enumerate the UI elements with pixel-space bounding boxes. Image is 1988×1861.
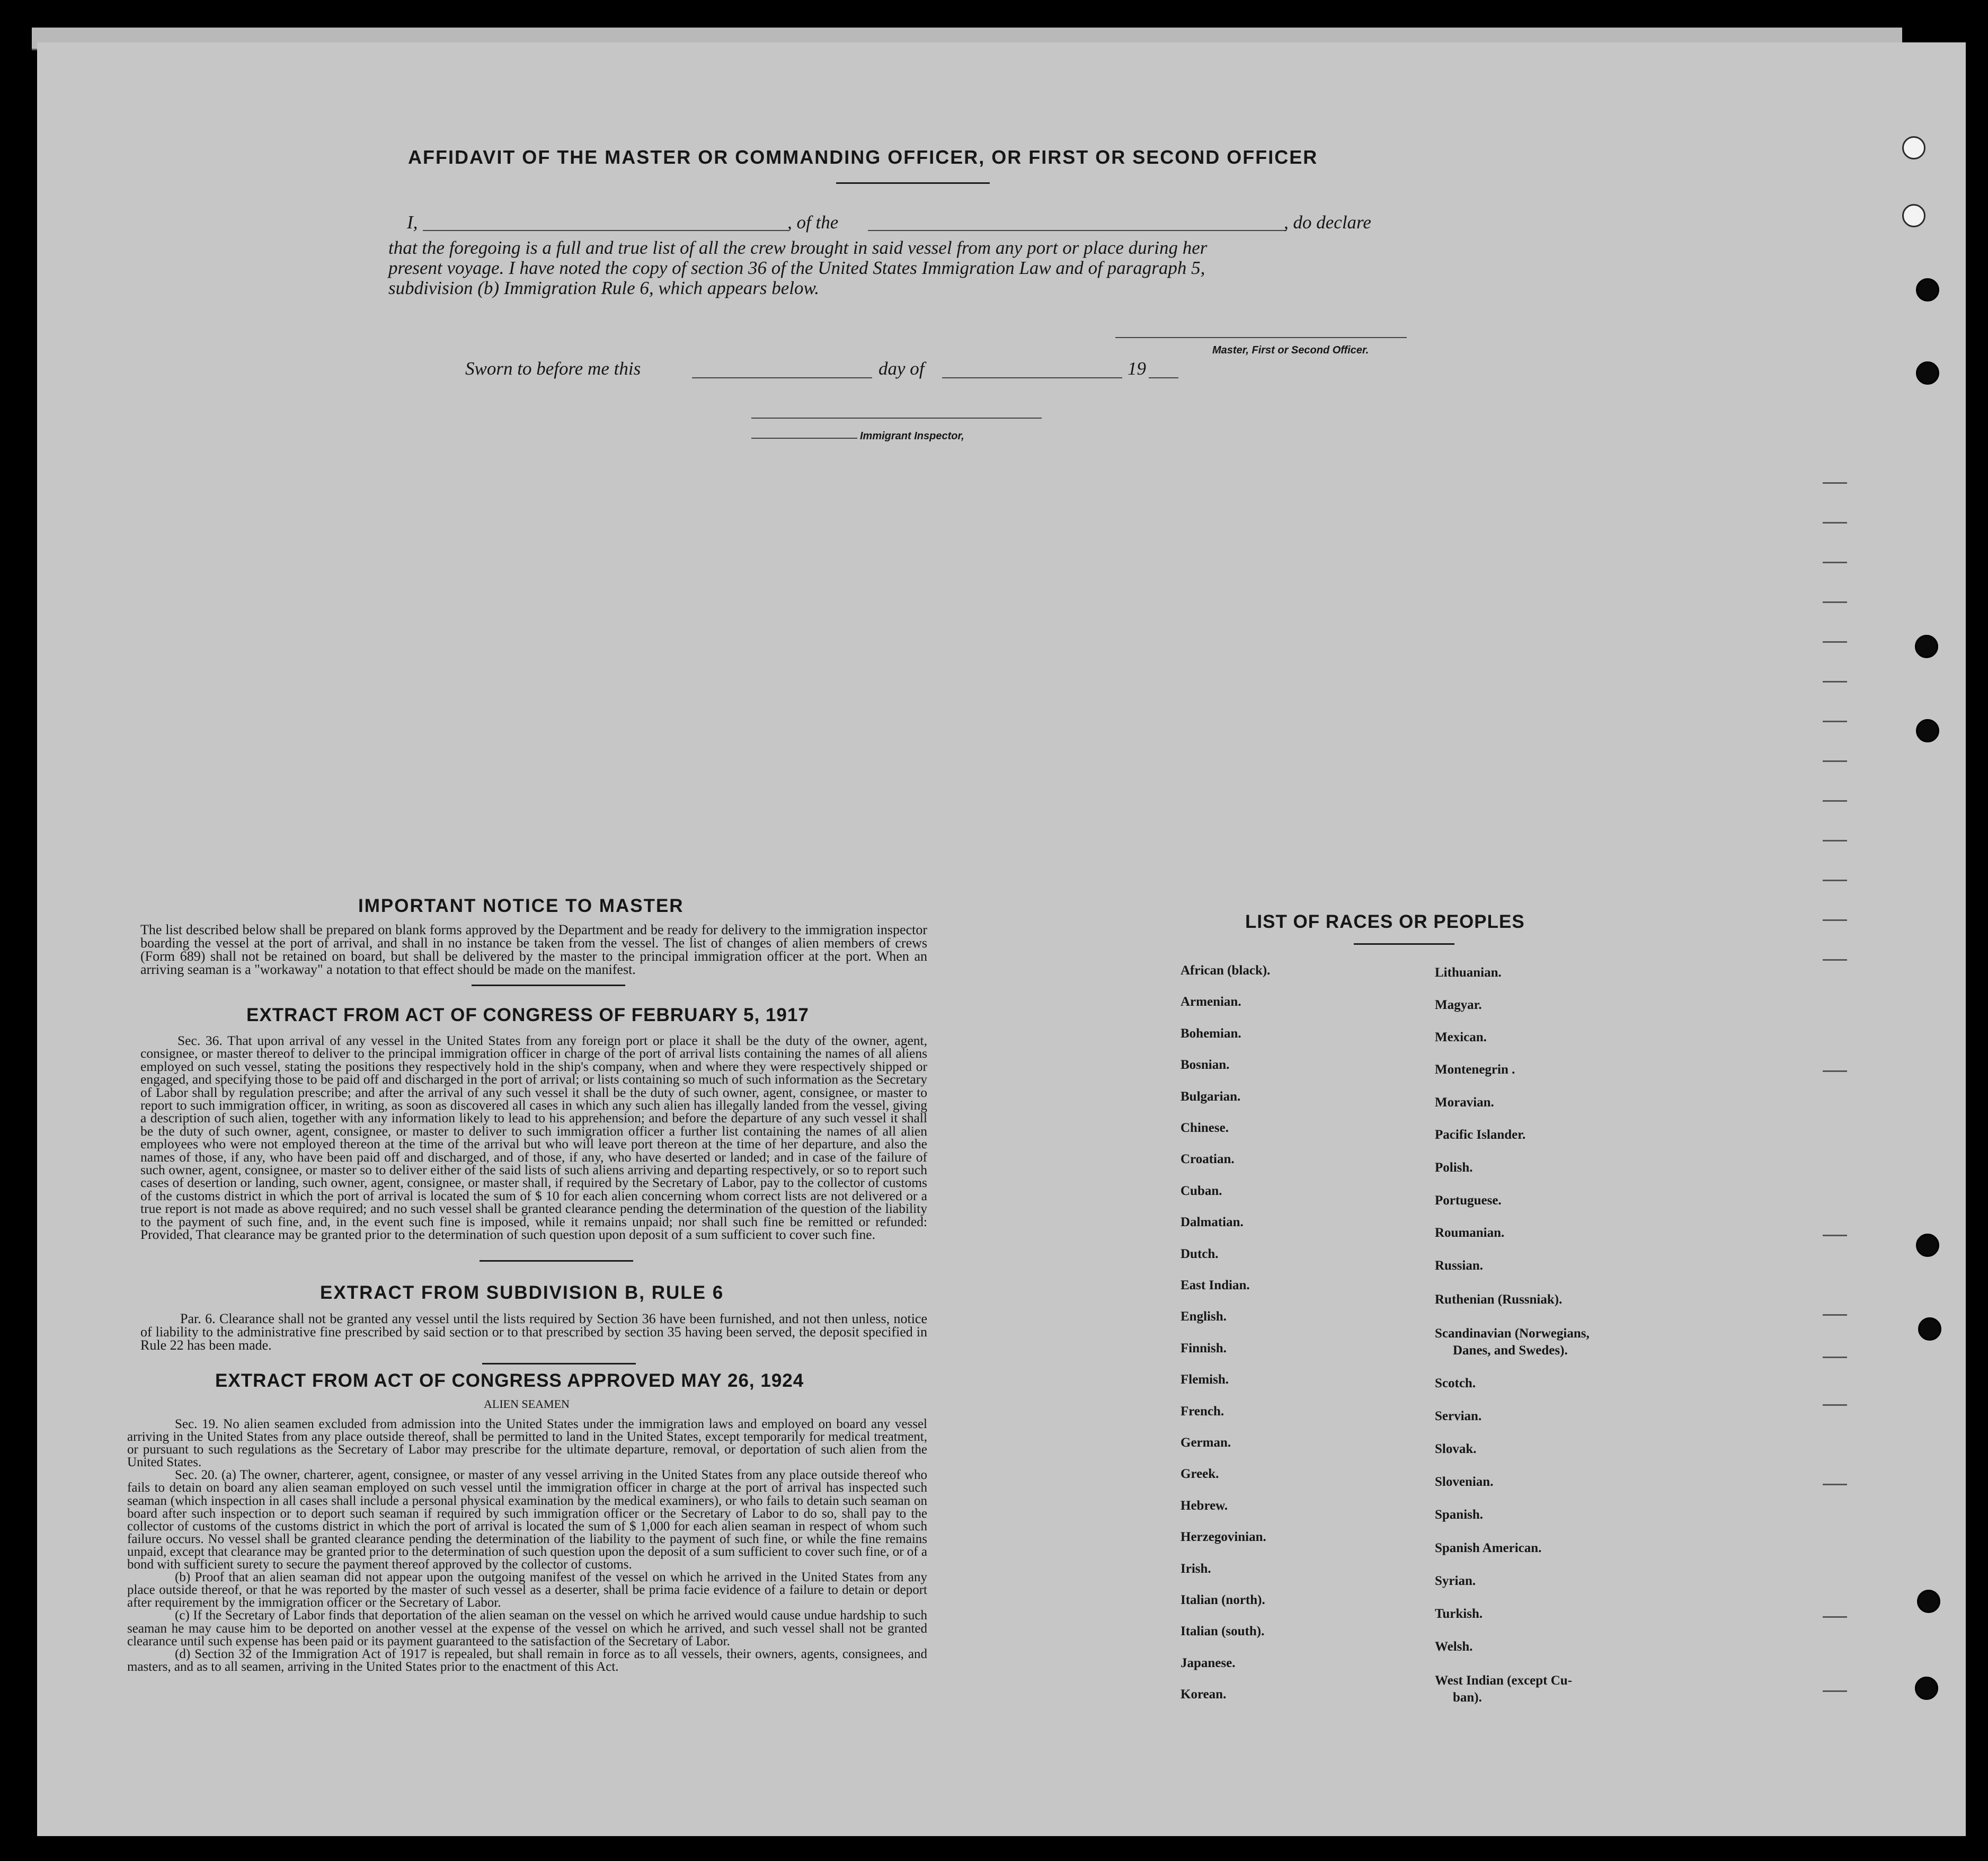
race-item: Armenian.: [1181, 995, 1241, 1009]
race-item: Moravian.: [1435, 1095, 1494, 1110]
race-item: ban).: [1453, 1690, 1482, 1705]
race-item: Slovenian.: [1435, 1475, 1494, 1489]
race-item: Finnish.: [1181, 1341, 1227, 1355]
race-item: English.: [1181, 1309, 1227, 1324]
binder-hole-icon: [1902, 136, 1925, 159]
race-item: Syrian.: [1435, 1574, 1476, 1588]
affidavit-line2: that the foregoing is a full and true list of all the crew brought in said vessel from any port or place during her: [388, 237, 1208, 258]
master-signature-caption: Master, First or Second Officer.: [1212, 344, 1369, 356]
extract-1924-sec20b: (b) Proof that an alien seaman did not appear upon the outgoing manifest of the vessel on which he arrived in the United States from any place outside thereof, or that he was reported by the master of such vessel as a deserter, shall be prima facie evidence of a failure to detain or deport after requirement by the immigration officer or the Secretary of Labor.: [127, 1570, 927, 1610]
race-item: Danes, and Swedes).: [1453, 1343, 1568, 1358]
margin-mark: [1823, 1404, 1847, 1406]
binder-hole-icon: [1902, 204, 1925, 227]
binder-hole-icon: [1916, 361, 1939, 385]
extract-1917-title: EXTRACT FROM ACT OF CONGRESS OF FEBRUARY 5, 1917: [246, 1005, 809, 1025]
extract-1924-sec20a: Sec. 20. (a) The owner, charterer, agent, consignee, or master of any vessel arriving in the United States from any place outside thereof who fails to detain on board any alien seaman employed on such vessel until the immigration officer in charge at the port of arrival has inspected such seaman (which inspection in all cases shall include a personal physical examination by the medical examiners), or who fails to detain such seaman on board after such inspection or to deport such seaman if required by such immigration officer or the Secretary of Labor to do so, shall pay to the collector of customs of the customs district in which the port of arrival is located the sum of $ 1,000 for each alien seaman in respect of whom such failure occurs. No vessel shall be granted clearance pending the determination of the liability to the payment of such fine, or while the fine remains unpaid, except that clearance may be granted prior to the determination of such question upon the deposit of a sum sufficient to cover such fine, or of a bond with sufficient surety to secure the payment thereof approved by the collector of customs.: [127, 1468, 927, 1572]
affidavit-title: AFFIDAVIT OF THE MASTER OR COMMANDING OFFICER, OR FIRST OR SECOND OFFICER: [408, 146, 1318, 168]
race-item: Lithuanian.: [1435, 965, 1502, 980]
race-item: Bohemian.: [1181, 1026, 1241, 1041]
race-item: Italian (north).: [1181, 1593, 1265, 1607]
races-title: LIST OF RACES OR PEOPLES: [1245, 911, 1525, 932]
extract-rule6-title: EXTRACT FROM SUBDIVISION B, RULE 6: [320, 1282, 724, 1303]
race-item: Herzegovinian.: [1181, 1530, 1266, 1544]
margin-mark: [1823, 1616, 1847, 1618]
race-item: Dalmatian.: [1181, 1215, 1244, 1229]
extract-rule6-underline: [482, 1363, 636, 1364]
notice-body: The list described below shall be prepared on blank forms approved by the Department and be ready for delivery to the immigration inspector boarding the vessel at the port of arrival, and shall in no instance be taken from the vessel. The list of changes of alien members of crews (Form 689) shall not be retained on board, but shall be delivered by the master to the principal immigration officer at the port. When an arriving seaman is a "workaway" a notation to that effect should be made on the manifest.: [140, 922, 927, 977]
margin-mark: [1823, 1484, 1847, 1485]
race-item: Scandinavian (Norwegians,: [1435, 1326, 1590, 1341]
extract-1924-title: EXTRACT FROM ACT OF CONGRESS APPROVED MAY 26, 1924: [215, 1370, 804, 1391]
extract-1924-body: [127, 1418, 927, 1673]
binder-hole-icon: [1915, 635, 1938, 658]
race-item: East Indian.: [1181, 1278, 1250, 1292]
race-item: Servian.: [1435, 1409, 1482, 1423]
inspector-signature-line[interactable]: [751, 418, 1042, 419]
extract-1917-body: Sec. 36. That upon arrival of any vessel in the United States from any foreign port or place it shall be the duty of the owner, agent, consignee, or master thereof to deliver to the principal immigration officer in charge of the port of arrival lists containing the names of all aliens employed on such vessel, stating the positions they respectively hold in the ship's company, when and where they were respectively shipped or engaged, and specifying those to be paid off and discharged in the port of arrival; or lists containing so much of such information as the Secretary of Labor shall by regulation prescribe; and after the arrival of any such vessel it shall be the duty of such owner, agent, consignee, or master to report to such immigration officer, in writing, as soon as discovered all cases in which any such alien has illegally landed from the vessel, giving a description of such alien, together with any information likely to lead to his apprehension; and before the departure of any such vessel it shall be the duty of such owner, agent, consignee, or master to deliver to such immigration officer a further list containing the names of all alien employees who were not employed thereon at the time of the arrival but who will leave port thereon at the time of her departure, and also the names of those, if any, who have been paid off and discharged, and of those, if any, who have deserted or landed; and in case of the failure of such owner, agent, consignee, or master so to deliver either of the said lists of such aliens arriving and departing respectively, or so to report such cases of desertion or landing, such owner, agent, consignee, or master shall, if required by the Secretary of Labor, pay to the collector of customs of the customs district in which the port of arrival is located the sum of $ 10 for each alien concerning whom correct lists are not delivered or a true report is not made as above required; and no such vessel shall be granted clearance pending the determination of the question of the liability to the payment of such fine, and, in the event such fine is imposed, while it remains unpaid; nor shall such fine be remitted or refunded: Provided, That clearance may be granted prior to the determination of such question upon deposit of a sum sufficient to cover such fine.: [140, 1033, 927, 1243]
binder-hole-icon: [1918, 1317, 1941, 1341]
affidavit-i: I,: [407, 212, 418, 233]
race-item: Japanese.: [1181, 1656, 1236, 1670]
notice-underline: [472, 985, 625, 986]
extract-1924-sec19: Sec. 19. No alien seamen excluded from admission into the United States under the immigration laws and employed on board any vessel arriving in the United States from any place outside thereof, shall be permitted to land in the United States, except temporarily for medical treatment, or pursuant to such regulations as the Secretary of Labor may prescribe for the ultimate departure, removal, or deportation of such alien from the United States.: [127, 1417, 927, 1470]
affidavit-of-the: , of the: [787, 212, 839, 233]
sworn-year: 19: [1128, 358, 1146, 379]
binder-hole-icon: [1915, 1677, 1938, 1700]
binder-hole-icon: [1916, 1234, 1939, 1257]
race-item: Slovak.: [1435, 1442, 1477, 1456]
binder-hole-icon: [1916, 278, 1939, 302]
margin-mark: [1823, 1070, 1847, 1072]
race-item: African (black).: [1181, 963, 1271, 978]
race-item: Welsh.: [1435, 1640, 1473, 1654]
race-item: Flemish.: [1181, 1372, 1229, 1387]
notice-title: IMPORTANT NOTICE TO MASTER: [358, 896, 684, 916]
race-item: Mexican.: [1435, 1030, 1487, 1044]
vessel-blank[interactable]: [868, 230, 1286, 231]
margin-mark: [1823, 880, 1847, 881]
race-item: Italian (south).: [1181, 1624, 1265, 1638]
binder-hole-icon: [1916, 719, 1939, 742]
race-item: Scotch.: [1435, 1376, 1476, 1390]
affidavit-line3: present voyage. I have noted the copy of section 36 of the United States Immigration Law and of paragraph 5,: [388, 258, 1205, 278]
margin-mark: [1823, 1314, 1847, 1316]
sworn-day-blank[interactable]: [692, 377, 872, 378]
margin-mark: [1823, 601, 1847, 603]
inspector-caption-leader: [751, 438, 857, 439]
extract-1924-sec20d: (d) Section 32 of the Immigration Act of 1917 is repealed, but shall remain in force as to all vessels, their owners, agents, consignees, and masters, and as to all seamen, arriving in the United States prior to the enactment of this Act.: [127, 1646, 927, 1674]
race-item: Pacific Islander.: [1435, 1128, 1526, 1142]
race-item: Ruthenian (Russniak).: [1435, 1292, 1563, 1307]
race-item: Roumanian.: [1435, 1226, 1505, 1240]
race-item: Irish.: [1181, 1562, 1211, 1576]
margin-mark: [1823, 562, 1847, 563]
margin-mark: [1823, 721, 1847, 722]
master-signature-line[interactable]: [1115, 337, 1407, 338]
affidavit-title-underline: [836, 182, 990, 184]
race-item: German.: [1181, 1435, 1231, 1450]
race-item: Chinese.: [1181, 1121, 1229, 1135]
race-item: Dutch.: [1181, 1247, 1219, 1261]
sworn-line: [465, 358, 1196, 382]
margin-mark: [1823, 1690, 1847, 1692]
race-item: Cuban.: [1181, 1184, 1222, 1198]
margin-mark: [1823, 1357, 1847, 1358]
margin-mark: [1823, 482, 1847, 484]
margin-mark: [1823, 959, 1847, 961]
race-item: Bosnian.: [1181, 1058, 1230, 1072]
margin-mark: [1823, 681, 1847, 683]
sworn-month-blank[interactable]: [942, 377, 1122, 378]
race-item: Magyar.: [1435, 998, 1482, 1012]
margin-mark: [1823, 760, 1847, 762]
race-item: Bulgarian.: [1181, 1089, 1241, 1104]
race-item: Polish.: [1435, 1160, 1473, 1175]
extract-rule6-body: Par. 6. Clearance shall not be granted any vessel until the lists required by Section 36 have been furnished, and not then unless, notice of liability to the administrative fine prescribed by said section or to that prescribed by section 35 having been served, the deposit specified in Rule 22 has been made.: [140, 1311, 927, 1353]
extract-1924-sec20c: (c) If the Secretary of Labor finds that deportation of the alien seaman on the vessel on which he arrived would cause undue hardship to such seaman he may cause him to be deported on another vessel at the expense of the vessel on which he arrived, and such vessel shall not be granted clearance until such expense has been paid or its payment guaranteed to the satisfaction of the Secretary of Labor.: [127, 1608, 927, 1649]
race-item: Russian.: [1435, 1259, 1484, 1273]
margin-mark: [1823, 641, 1847, 643]
extract-1924-subtitle: ALIEN SEAMEN: [484, 1397, 570, 1411]
inspector-caption: Immigrant Inspector,: [860, 430, 964, 442]
race-item: Montenegrin .: [1435, 1062, 1515, 1077]
race-item: Spanish.: [1435, 1508, 1484, 1522]
race-item: Croatian.: [1181, 1152, 1235, 1166]
race-item: Portuguese.: [1435, 1193, 1502, 1208]
margin-mark: [1823, 800, 1847, 802]
race-item: Korean.: [1181, 1687, 1227, 1702]
race-item: Turkish.: [1435, 1607, 1483, 1621]
binder-hole-icon: [1917, 1590, 1940, 1613]
races-title-underline: [1354, 943, 1454, 945]
sworn-day-of: day of: [878, 358, 925, 379]
extract-1917-underline: [480, 1260, 633, 1262]
affidavit-line1: [407, 212, 1408, 235]
sworn-year-blank[interactable]: [1149, 377, 1178, 378]
margin-mark: [1823, 1235, 1847, 1236]
race-item: French.: [1181, 1404, 1224, 1419]
margin-mark: [1823, 840, 1847, 841]
margin-mark: [1823, 919, 1847, 921]
race-item: Spanish American.: [1435, 1541, 1542, 1555]
affidavit-do-declare: , do declare: [1284, 212, 1371, 233]
margin-mark: [1823, 522, 1847, 524]
race-item: Greek.: [1181, 1467, 1219, 1481]
name-blank[interactable]: [423, 230, 788, 231]
race-item: Hebrew.: [1181, 1499, 1228, 1513]
affidavit-line4: subdivision (b) Immigration Rule 6, which appears below.: [388, 278, 820, 298]
sworn-label: Sworn to before me this: [465, 358, 641, 379]
race-item: West Indian (except Cu-: [1435, 1673, 1573, 1688]
